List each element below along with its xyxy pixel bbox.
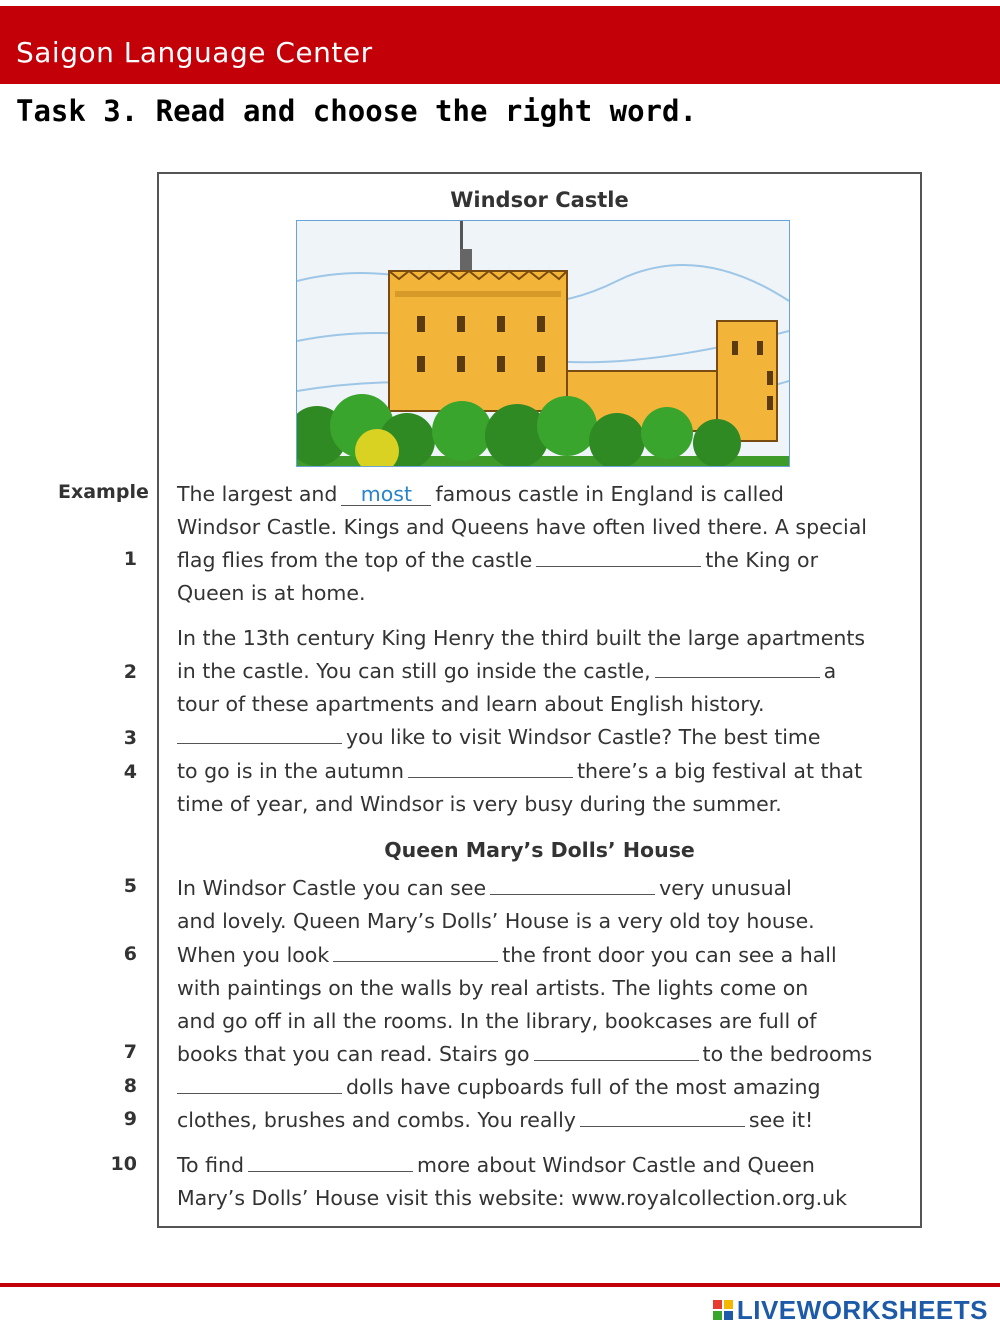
castle-icon: [297, 221, 789, 466]
number-4: 4: [123, 761, 137, 783]
text-segment: very unusual: [659, 876, 792, 900]
line-4: Queen is at home.: [177, 581, 366, 605]
number-9: 9: [123, 1108, 137, 1130]
example-answer: most: [341, 483, 431, 506]
number-5: 5: [123, 875, 137, 897]
line-example: [177, 478, 784, 511]
text-segment: to the bedrooms: [702, 1042, 873, 1066]
text-segment: In Windsor Castle you can see: [177, 876, 487, 900]
line-13: [177, 939, 837, 972]
text-segment: famous castle in England is called: [435, 482, 784, 506]
line-20: Mary’s Dolls’ House visit this website: www.royalcollection.org.uk: [177, 1186, 847, 1210]
line-2: Windsor Castle. Kings and Queens have often lived there. A special: [177, 515, 867, 539]
text-segment: more about Windsor Castle and Queen: [417, 1153, 815, 1177]
answer-blank-10[interactable]: [248, 1157, 413, 1172]
task-title: Task 3. Read and choose the right word.: [16, 94, 697, 128]
line-16: [177, 1038, 872, 1071]
footer-divider: [0, 1283, 1000, 1287]
castle-illustration: [296, 220, 790, 467]
text-segment: clothes, brushes and combs. You really: [177, 1108, 576, 1132]
text-segment: flag flies from the top of the castle: [177, 548, 533, 572]
number-7: 7: [123, 1041, 137, 1063]
line-18: [177, 1104, 813, 1137]
line-10: time of year, and Windsor is very busy during the summer.: [177, 792, 782, 816]
text-segment: To find: [177, 1153, 245, 1177]
line-6: [177, 655, 836, 688]
text-segment: books that you can read. Stairs go: [177, 1042, 530, 1066]
line-9: [177, 755, 862, 788]
text-segment: dolls have cupboards full of the most amazing: [346, 1075, 821, 1099]
line-15: and go off in all the rooms. In the library, bookcases are full of: [177, 1009, 817, 1033]
header-bar: [0, 6, 1000, 84]
answer-blank-5[interactable]: [490, 880, 655, 895]
center-name: Saigon Language Center: [16, 36, 373, 69]
text-segment: see it!: [748, 1108, 814, 1132]
section-title: Queen Mary’s Dolls’ House: [384, 838, 695, 862]
line-5: In the 13th century King Henry the third built the large apartments: [177, 626, 866, 650]
answer-blank-8[interactable]: [177, 1079, 342, 1094]
text-segment: in the castle. You can still go inside the castle,: [177, 659, 651, 683]
passage-title: Windsor Castle: [450, 188, 629, 212]
brand-text: LIVEWORKSHEETS: [736, 1294, 988, 1325]
line-7: tour of these apartments and learn about English history.: [177, 692, 765, 716]
text-segment: the front door you can see a hall: [502, 943, 837, 967]
answer-blank-1[interactable]: [536, 552, 701, 567]
text-segment: When you look: [177, 943, 330, 967]
answer-blank-3[interactable]: [177, 729, 342, 744]
text-segment: there’s a big festival at that: [576, 759, 863, 783]
line-17: [177, 1071, 820, 1104]
answer-blank-4[interactable]: [408, 763, 573, 778]
text-segment: a: [823, 659, 837, 683]
line-14: with paintings on the walls by real artists. The lights come on: [177, 976, 809, 1000]
number-2: 2: [123, 661, 137, 683]
text-segment: The largest and: [177, 482, 338, 506]
liveworksheets-icon: [713, 1300, 733, 1320]
answer-blank-7[interactable]: [534, 1046, 699, 1061]
answer-blank-6[interactable]: [333, 947, 498, 962]
line-3: [177, 544, 818, 577]
text-segment: the King or: [705, 548, 819, 572]
number-8: 8: [123, 1075, 137, 1097]
text-segment: to go is in the autumn: [177, 759, 404, 783]
number-10: 10: [110, 1153, 137, 1175]
number-3: 3: [123, 727, 137, 749]
line-8: [177, 721, 821, 754]
line-12: and lovely. Queen Mary’s Dolls’ House is a very old toy house.: [177, 909, 815, 933]
number-1: 1: [123, 548, 137, 570]
example-label: Example: [58, 481, 149, 503]
answer-blank-9[interactable]: [580, 1112, 745, 1127]
answer-blank-2[interactable]: [655, 663, 820, 678]
number-6: 6: [123, 943, 137, 965]
text-segment: you like to visit Windsor Castle? The best time: [346, 725, 821, 749]
liveworksheets-logo: [713, 1295, 988, 1325]
line-11: [177, 872, 792, 905]
reading-box: [157, 172, 922, 1228]
line-19: [177, 1149, 815, 1182]
